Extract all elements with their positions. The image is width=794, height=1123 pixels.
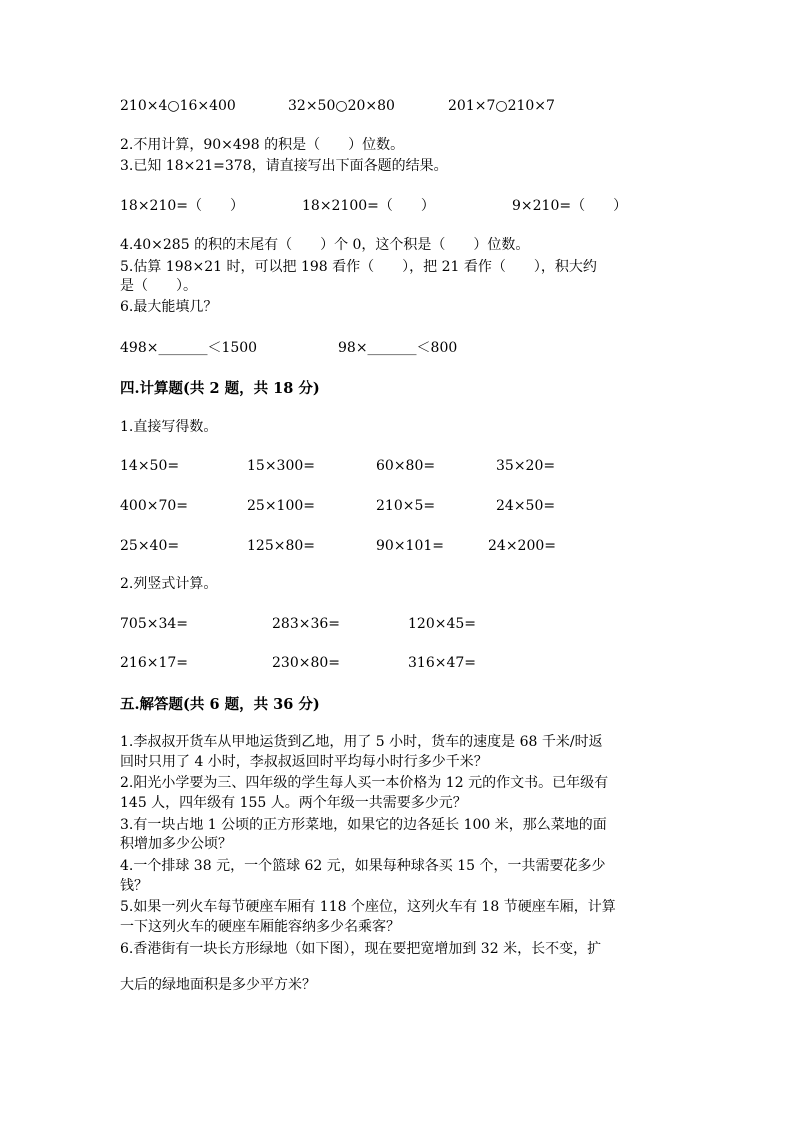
oral-item: 90×101= bbox=[376, 538, 444, 554]
problem-line: 145 人，四年级有 155 人。两个年级一共需要多少元？ bbox=[120, 795, 467, 811]
vertical-item: 316×47= bbox=[408, 655, 476, 671]
question-6: 6.最大能填几？ bbox=[120, 299, 218, 315]
oral-item: 24×50= bbox=[496, 498, 556, 514]
problem-line: 钱？ bbox=[120, 878, 148, 894]
problem-line: 一下这列火车的硬座车厢能容纳多少名乘客？ bbox=[120, 919, 400, 935]
problem-line: 6.香港街有一块长方形绿地（如下图），现在要把宽增加到 32 米，长不变，扩 bbox=[120, 941, 602, 957]
section-5-title: 五.解答题(共 6 题，共 36 分) bbox=[120, 696, 320, 713]
vertical-item: 283×36= bbox=[272, 616, 340, 632]
problem-line: 回时只用了 4 小时，李叔叔返回时平均每小时行多少千米？ bbox=[120, 754, 488, 770]
problem-line: 5.如果一列火车每节硬座车厢有 118 个座位，这列火车有 18 节硬座车厢，计算 bbox=[120, 899, 616, 915]
fill-item-2: 98×_______＜800 bbox=[338, 340, 458, 356]
section-4-title: 四.计算题(共 2 题，共 18 分) bbox=[120, 380, 320, 397]
problem-line: 1.李叔叔开货车从甲地运货到乙地，用了 5 小时，货车的速度是 68 千米/时返 bbox=[120, 734, 603, 750]
oral-item: 400×70= bbox=[120, 498, 188, 514]
oral-item: 14×50= bbox=[120, 458, 180, 474]
question-4: 4.40×285 的积的末尾有（ ）个 0，这个积是（ ）位数。 bbox=[120, 237, 530, 253]
oral-item: 60×80= bbox=[376, 458, 436, 474]
oral-item: 15×300= bbox=[247, 458, 315, 474]
oral-item: 24×200= bbox=[488, 538, 556, 554]
section-4-sub-2: 2.列竖式计算。 bbox=[120, 576, 218, 592]
problem-line: 2.阳光小学要为三、四年级的学生每人买一本价格为 12 元的作文书。已年级有 bbox=[120, 775, 609, 791]
compare-item-1: 210×4○16×400 bbox=[120, 98, 236, 114]
q3-item-3: 9×210=（ ） bbox=[512, 198, 628, 214]
problem-line: 大后的绿地面积是多少平方米？ bbox=[120, 977, 316, 993]
oral-item: 125×80= bbox=[247, 538, 315, 554]
question-2: 2.不用计算，90×498 的积是（ ）位数。 bbox=[120, 137, 405, 153]
vertical-item: 705×34= bbox=[120, 616, 188, 632]
vertical-item: 120×45= bbox=[408, 616, 476, 632]
problem-line: 4.一个排球 38 元，一个篮球 62 元，如果每种球各买 15 个，一共需要花多少 bbox=[120, 858, 606, 874]
question-5-line-1: 5.估算 198×21 时，可以把 198 看作（ ），把 21 看作（ ），积大约 bbox=[120, 259, 597, 275]
problem-line: 3.有一块占地 1 公顷的正方形菜地，如果它的边各延长 100 米，那么菜地的面 bbox=[120, 817, 607, 833]
fill-item-1: 498×_______＜1500 bbox=[120, 340, 258, 356]
compare-item-3: 201×7○210×7 bbox=[448, 98, 555, 114]
oral-item: 25×40= bbox=[120, 538, 180, 554]
oral-item: 25×100= bbox=[247, 498, 315, 514]
vertical-item: 216×17= bbox=[120, 655, 188, 671]
oral-item: 210×5= bbox=[376, 498, 436, 514]
question-3: 3.已知 18×21=378，请直接写出下面各题的结果。 bbox=[120, 158, 448, 174]
section-4-sub-1: 1.直接写得数。 bbox=[120, 419, 218, 435]
problem-line: 积增加多少公顷？ bbox=[120, 836, 232, 852]
q3-item-1: 18×210=（ ） bbox=[120, 198, 244, 214]
compare-item-2: 32×50○20×80 bbox=[288, 98, 395, 114]
question-5-line-2: 是（ ）。 bbox=[120, 278, 197, 294]
oral-item: 35×20= bbox=[496, 458, 556, 474]
q3-item-2: 18×2100=（ ） bbox=[302, 198, 435, 214]
vertical-item: 230×80= bbox=[272, 655, 340, 671]
